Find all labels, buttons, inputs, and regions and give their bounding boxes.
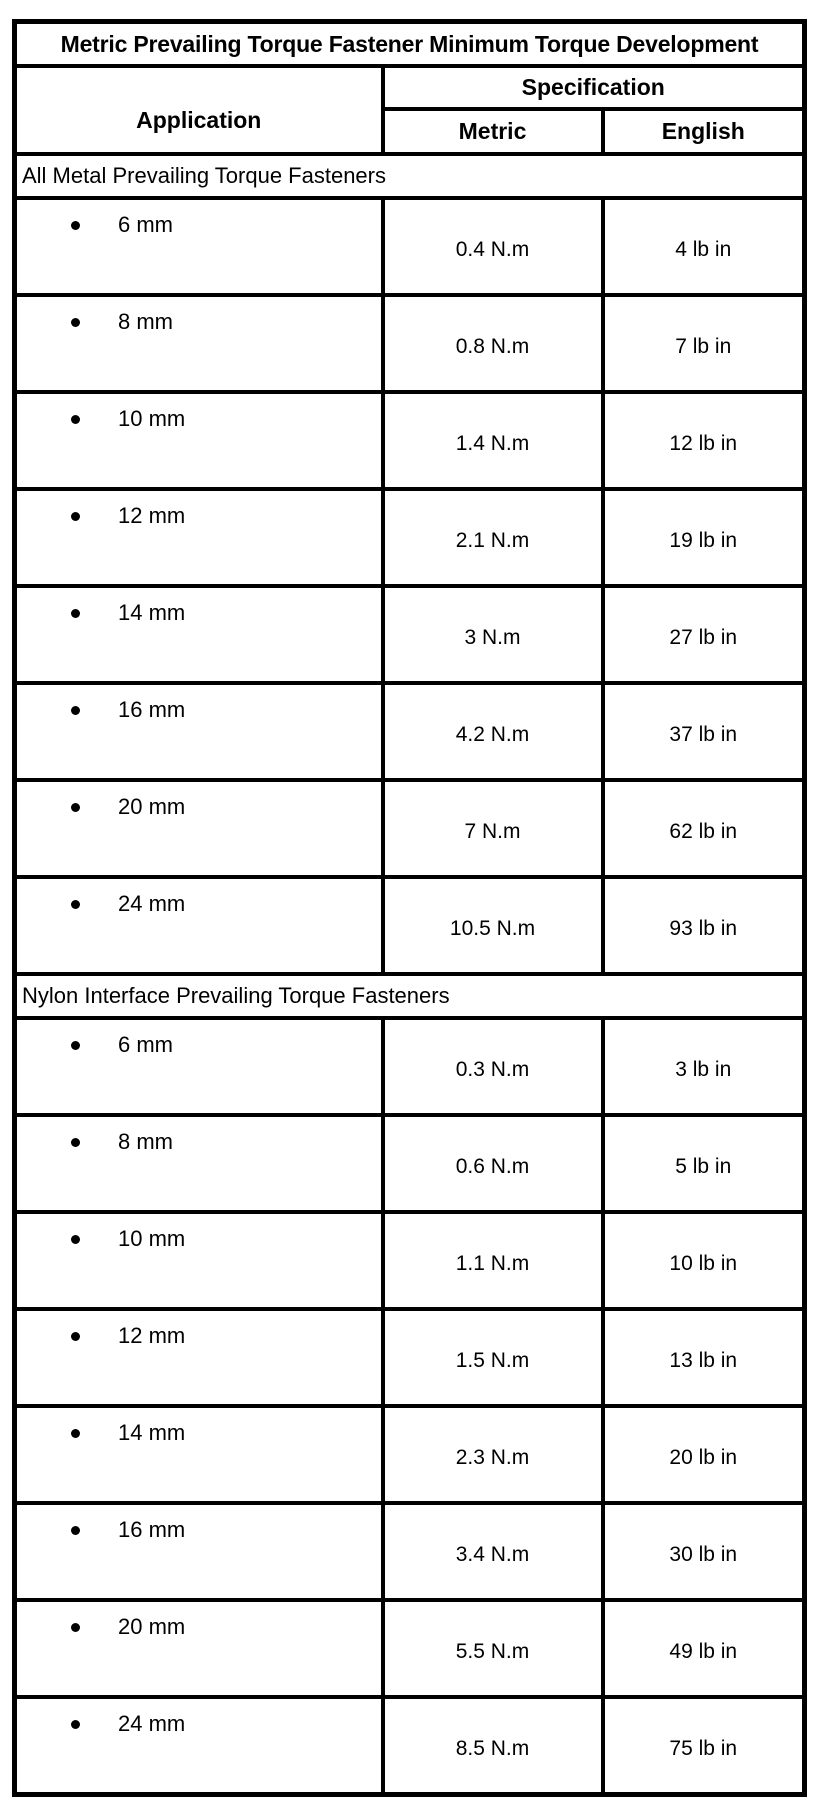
application-label: 20 mm	[118, 1614, 186, 1639]
section-header-nylon-interface: Nylon Interface Prevailing Torque Fasteners	[15, 974, 805, 1018]
bullet-icon	[71, 900, 80, 909]
table-row	[15, 1115, 805, 1212]
column-header-specification: Specification	[383, 66, 805, 109]
english-value-cell: 62 lb in	[603, 780, 805, 877]
application-label: 6 mm	[118, 212, 173, 237]
table-row	[15, 1697, 805, 1795]
application-cell	[15, 586, 383, 683]
english-value-cell: 75 lb in	[603, 1697, 805, 1795]
english-value-cell: 49 lb in	[603, 1600, 805, 1697]
table-title: Metric Prevailing Torque Fastener Minimum Torque Development	[15, 22, 805, 67]
bullet-icon	[71, 221, 80, 230]
bullet-icon	[71, 1720, 80, 1729]
column-header-metric: Metric	[383, 109, 603, 154]
application-cell	[15, 295, 383, 392]
table-row	[15, 392, 805, 489]
application-cell	[15, 1503, 383, 1600]
application-cell	[15, 1115, 383, 1212]
english-value-cell: 3 lb in	[603, 1018, 805, 1115]
table-row	[15, 1600, 805, 1697]
metric-value-cell: 10.5 N.m	[383, 877, 603, 974]
table-row	[15, 295, 805, 392]
english-value-cell: 19 lb in	[603, 489, 805, 586]
english-value-cell: 13 lb in	[603, 1309, 805, 1406]
column-header-application: Application	[15, 66, 383, 154]
table-row	[15, 489, 805, 586]
table-row	[15, 877, 805, 974]
table-row	[15, 1503, 805, 1600]
english-value-cell: 7 lb in	[603, 295, 805, 392]
application-cell	[15, 198, 383, 295]
table-row	[15, 683, 805, 780]
metric-value-cell: 2.1 N.m	[383, 489, 603, 586]
title-row	[15, 22, 805, 67]
application-label: 10 mm	[118, 1226, 186, 1251]
english-value-cell: 12 lb in	[603, 392, 805, 489]
table-row	[15, 1309, 805, 1406]
application-label: 24 mm	[118, 891, 186, 916]
metric-value-cell: 0.6 N.m	[383, 1115, 603, 1212]
metric-value-cell: 0.4 N.m	[383, 198, 603, 295]
english-value-cell: 5 lb in	[603, 1115, 805, 1212]
bullet-icon	[71, 415, 80, 424]
application-cell	[15, 1600, 383, 1697]
application-label: 10 mm	[118, 406, 186, 431]
section-header-row	[15, 974, 805, 1018]
application-cell	[15, 1309, 383, 1406]
english-value-cell: 27 lb in	[603, 586, 805, 683]
bullet-icon	[71, 1138, 80, 1147]
table-row	[15, 780, 805, 877]
english-value-cell: 30 lb in	[603, 1503, 805, 1600]
section-header-row	[15, 154, 805, 198]
application-label: 24 mm	[118, 1711, 186, 1736]
column-header-english: English	[603, 109, 805, 154]
bullet-icon	[71, 318, 80, 327]
application-cell	[15, 392, 383, 489]
bullet-icon	[71, 1429, 80, 1438]
metric-value-cell: 5.5 N.m	[383, 1600, 603, 1697]
bullet-icon	[71, 609, 80, 618]
bullet-icon	[71, 1526, 80, 1535]
application-cell	[15, 1697, 383, 1795]
bullet-icon	[71, 706, 80, 715]
metric-value-cell: 1.1 N.m	[383, 1212, 603, 1309]
bullet-icon	[71, 803, 80, 812]
english-value-cell: 4 lb in	[603, 198, 805, 295]
english-value-cell: 93 lb in	[603, 877, 805, 974]
metric-value-cell: 0.8 N.m	[383, 295, 603, 392]
table-row	[15, 586, 805, 683]
english-value-cell: 20 lb in	[603, 1406, 805, 1503]
application-label: 16 mm	[118, 1517, 186, 1542]
english-value-cell: 37 lb in	[603, 683, 805, 780]
application-cell	[15, 683, 383, 780]
table-row	[15, 1406, 805, 1503]
application-label: 8 mm	[118, 309, 173, 334]
bullet-icon	[71, 512, 80, 521]
application-label: 6 mm	[118, 1032, 173, 1057]
application-label: 16 mm	[118, 697, 186, 722]
table-row	[15, 1212, 805, 1309]
application-label: 20 mm	[118, 794, 186, 819]
metric-value-cell: 1.4 N.m	[383, 392, 603, 489]
application-label: 14 mm	[118, 1420, 186, 1445]
metric-value-cell: 3.4 N.m	[383, 1503, 603, 1600]
table-row	[15, 1018, 805, 1115]
bullet-icon	[71, 1235, 80, 1244]
torque-spec-table	[12, 19, 807, 1797]
application-cell	[15, 1406, 383, 1503]
application-label: 12 mm	[118, 1323, 186, 1348]
section-header-all-metal: All Metal Prevailing Torque Fasteners	[15, 154, 805, 198]
metric-value-cell: 1.5 N.m	[383, 1309, 603, 1406]
metric-value-cell: 0.3 N.m	[383, 1018, 603, 1115]
application-label: 12 mm	[118, 503, 186, 528]
application-cell	[15, 877, 383, 974]
metric-value-cell: 4.2 N.m	[383, 683, 603, 780]
metric-value-cell: 3 N.m	[383, 586, 603, 683]
application-label: 14 mm	[118, 600, 186, 625]
application-label: 8 mm	[118, 1129, 173, 1154]
metric-value-cell: 2.3 N.m	[383, 1406, 603, 1503]
metric-value-cell: 7 N.m	[383, 780, 603, 877]
metric-value-cell: 8.5 N.m	[383, 1697, 603, 1795]
bullet-icon	[71, 1332, 80, 1341]
application-cell	[15, 780, 383, 877]
table-row	[15, 198, 805, 295]
english-value-cell: 10 lb in	[603, 1212, 805, 1309]
application-cell	[15, 489, 383, 586]
bullet-icon	[71, 1041, 80, 1050]
application-cell	[15, 1212, 383, 1309]
application-cell	[15, 1018, 383, 1115]
bullet-icon	[71, 1623, 80, 1632]
header-row-specification	[15, 66, 805, 109]
